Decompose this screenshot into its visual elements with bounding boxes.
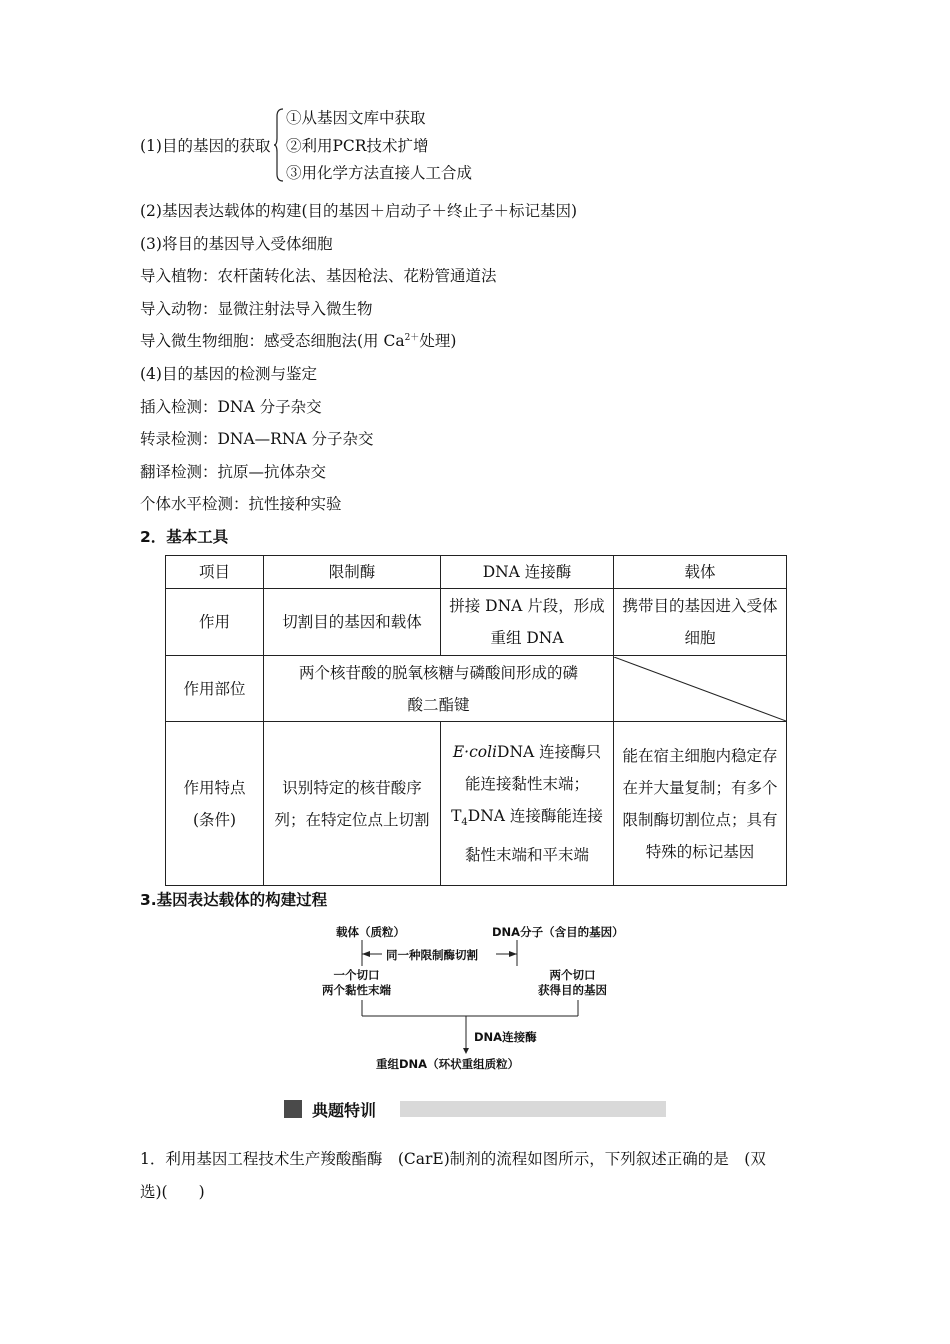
animal-transfer-line: 导入动物：显微注射法导入微生物: [140, 300, 373, 318]
flow-product: 重组DNA（环状重组质粒）: [376, 1057, 520, 1071]
header-item: 项目: [166, 556, 264, 589]
flow-vector-plasmid: 载体（质粒）: [336, 925, 405, 939]
plant-transfer-line: 导入植物：农杆菌转化法、基因枪法、花粉管通道法: [140, 267, 497, 285]
flow-left-result: 一个切口 两个黏性末端: [322, 968, 391, 997]
acquire-label: (1)目的基因的获取: [140, 137, 271, 155]
acquire-method-1: ①从基因文库中获取: [286, 109, 426, 127]
ecoli-italic: E·coli: [452, 743, 498, 761]
flow-right-result: 两个切口 获得目的基因: [538, 968, 607, 997]
row-label-characteristics: 作用特点(条件): [166, 722, 264, 886]
banner-bar: [400, 1101, 666, 1117]
acquire-method-3: ③用化学方法直接人工合成: [286, 164, 473, 182]
table-row: [166, 656, 787, 722]
diagonal-line-icon: [614, 657, 786, 721]
practice-banner: [284, 1098, 666, 1120]
row-label-site: 作用部位: [166, 656, 264, 722]
microbe-line-end: 处理): [419, 332, 457, 350]
ecoli-ligase-text: DNA 连接酶只能连接黏性末端；: [464, 743, 602, 793]
cell-restriction-characteristics: 识别特定的核苷酸序列；在特定位点上切割: [264, 722, 441, 886]
construction-flow-diagram: [300, 918, 660, 1078]
header-dna-ligase: DNA 连接酶: [441, 556, 614, 589]
square-icon: [284, 1100, 302, 1118]
cell-ligase-characteristics: [441, 722, 614, 886]
insertion-detection: 插入检测：DNA 分子杂交: [140, 398, 322, 416]
brace-icon: [274, 108, 284, 182]
flow-dna-molecule: DNA分子（含目的基因）: [492, 925, 624, 939]
t4-subscript: 4: [461, 817, 468, 828]
microbe-line-text: 导入微生物细胞：感受态细胞法(用 Ca: [140, 332, 405, 350]
question-line-1: 1．利用基因工程技术生产羧酸酯酶 (CarE)制剂的流程如图所示，下列叙述正确的是 (双: [140, 1150, 766, 1168]
cell-ligase-function: 拼接 DNA 片段，形成重组 DNA: [441, 589, 614, 656]
translation-detection: 翻译检测：抗原—抗体杂交: [140, 463, 327, 481]
section-2-heading: 2．基本工具: [140, 528, 229, 546]
header-restriction-enzyme: 限制酶: [264, 556, 441, 589]
cell-vector-characteristics: 能在宿主细胞内稳定存在并大量复制；有多个限制酶切割位点；具有特殊的标记基因: [614, 722, 787, 886]
banner-label: 典题特训: [312, 1101, 377, 1120]
detection-heading: (4)目的基因的检测与鉴定: [140, 365, 317, 383]
section-3-heading: 3.基因表达载体的构建过程: [140, 891, 328, 909]
flow-ligase: DNA连接酶: [474, 1030, 537, 1044]
flow-connectors: [300, 918, 660, 1078]
cell-restriction-function: 切割目的基因和载体: [264, 589, 441, 656]
table-header-row: [166, 556, 787, 589]
question-line-2: 选)( ): [140, 1183, 205, 1201]
cell-action-site: 两个核苷酸的脱氧核糖与磷酸间形成的磷酸二酯键: [264, 656, 614, 722]
vector-construction-line: (2)基因表达载体的构建(目的基因＋启动子＋终止子＋标记基因): [140, 202, 578, 220]
microbe-transfer-line: [140, 329, 456, 351]
table-row: [166, 589, 787, 656]
t4-ligase-text: DNA 连接酶能连接黏性末端和平末端: [464, 807, 603, 864]
flow-same-enzyme: 同一种限制酶切割: [386, 948, 478, 962]
transfer-heading: (3)将目的基因导入受体细胞: [140, 235, 333, 253]
transcription-detection: 转录检测：DNA—RNA 分子杂交: [140, 430, 374, 448]
individual-detection: 个体水平检测：抗性接种实验: [140, 495, 342, 513]
cell-vector-function: 携带目的基因进入受体细胞: [614, 589, 787, 656]
tools-table: [165, 555, 787, 886]
table-row: [166, 722, 787, 886]
ca-superscript: 2＋: [404, 333, 420, 343]
acquire-method-2: ②利用PCR技术扩增: [286, 137, 429, 155]
header-vector: 载体: [614, 556, 787, 589]
t4-prefix: T: [451, 807, 462, 825]
diagonal-empty-cell: [614, 656, 787, 722]
row-label-function: 作用: [166, 589, 264, 656]
